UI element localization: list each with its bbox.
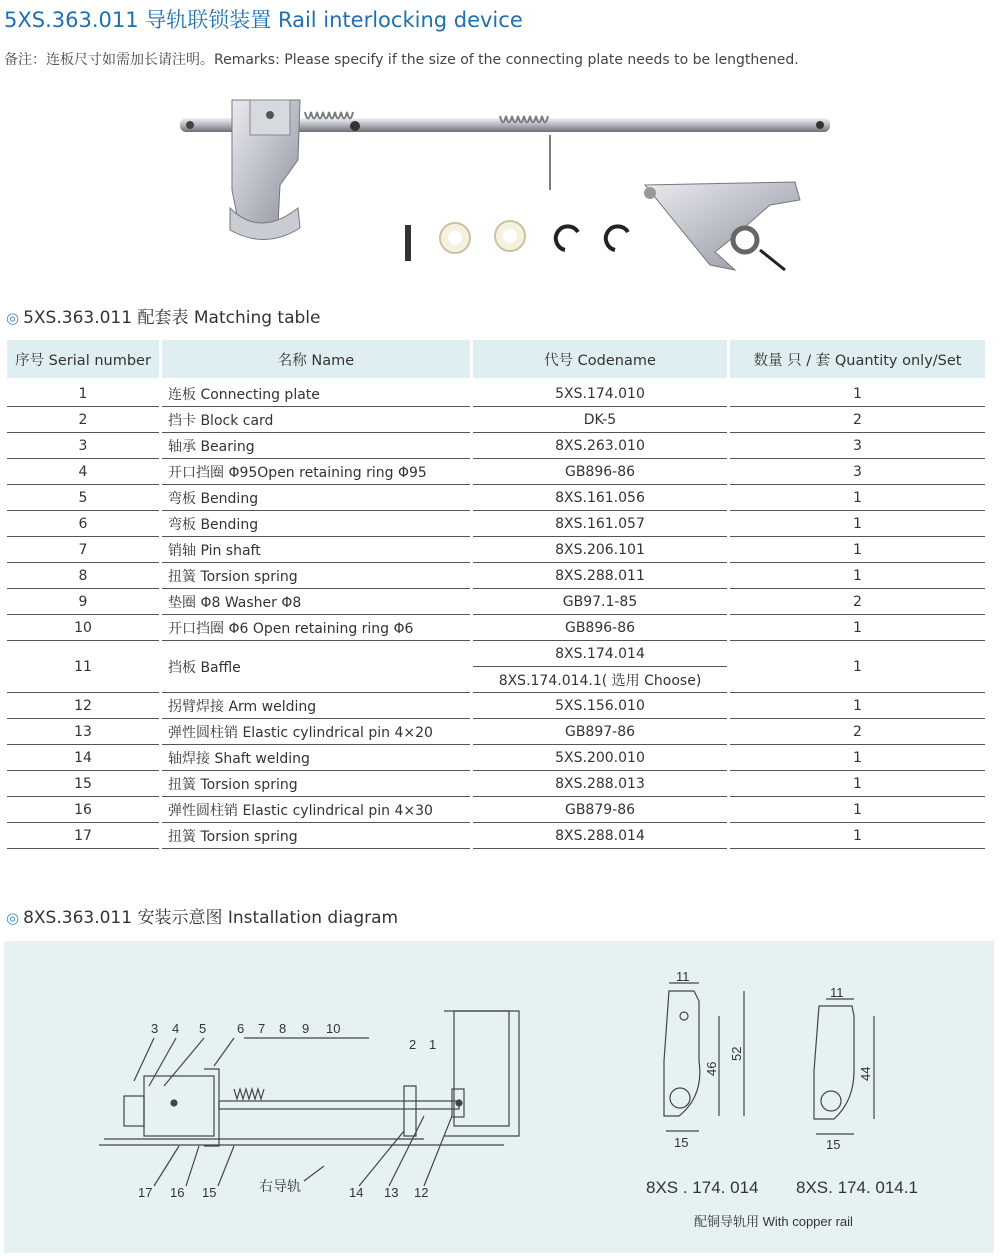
part-label: 13 xyxy=(384,1185,399,1200)
cell-qty: 1 xyxy=(730,615,985,641)
cell-serial: 17 xyxy=(7,823,159,849)
cell-code: 8XS.288.011 xyxy=(473,563,727,589)
cell-name: 开口挡圈 Φ95Open retaining ring Φ95 xyxy=(162,459,470,485)
cell-code: GB896-86 xyxy=(473,615,727,641)
cell-serial: 12 xyxy=(7,693,159,719)
table-row xyxy=(7,511,985,537)
dim-label: 11 xyxy=(676,969,690,984)
dim-label: 15 xyxy=(674,1135,689,1150)
cell-code: GB896-86 xyxy=(473,459,727,485)
col-name: 名称 Name xyxy=(162,340,470,381)
cell-code: DK-5 xyxy=(473,407,727,433)
cell-serial: 15 xyxy=(7,771,159,797)
table-row xyxy=(7,797,985,823)
dim-label: 15 xyxy=(826,1137,841,1152)
cell-serial: 13 xyxy=(7,719,159,745)
cell-qty: 1 xyxy=(730,693,985,719)
table-row xyxy=(7,459,985,485)
part-label: 12 xyxy=(414,1185,429,1200)
cell-serial: 4 xyxy=(7,459,159,485)
cell-qty: 1 xyxy=(730,823,985,849)
cell-name: 弹性圆柱销 Elastic cylindrical pin 4×30 xyxy=(162,797,470,823)
table-body xyxy=(7,381,985,849)
baffle-a-code: 8XS . 174. 014 xyxy=(646,1178,759,1197)
dim-label: 46 xyxy=(704,1061,719,1076)
part-label: 1 xyxy=(429,1037,437,1052)
cell-serial: 16 xyxy=(7,797,159,823)
matching-table-heading: ◎ 5XS.363.011 配套表 Matching table xyxy=(6,308,321,328)
remark-text: 备注：连板尺寸如需加长请注明。Remarks: Please specify if the size of the connecting plate needs to be lengthened. xyxy=(4,52,799,68)
table-row xyxy=(7,485,985,511)
cell-code: 8XS.161.056 xyxy=(473,485,727,511)
cell-name: 连板 Connecting plate xyxy=(162,381,470,407)
cell-qty: 1 xyxy=(730,641,985,693)
table-row xyxy=(7,615,985,641)
bullet-icon: ◎ xyxy=(6,909,20,927)
cell-serial: 6 xyxy=(7,511,159,537)
diagram-caption: 配铜导轨用 With copper rail xyxy=(694,1214,853,1229)
cell-qty: 1 xyxy=(730,511,985,537)
table-row xyxy=(7,745,985,771)
cell-code: 8XS.206.101 xyxy=(473,537,727,563)
col-code: 代号 Codename xyxy=(473,340,727,381)
cell-serial: 14 xyxy=(7,745,159,771)
cell-qty: 2 xyxy=(730,719,985,745)
part-label: 17 xyxy=(138,1185,153,1200)
cell-code: 8XS.263.010 xyxy=(473,433,727,459)
cell-name: 销轴 Pin shaft xyxy=(162,537,470,563)
cell-name: 扭簧 Torsion spring xyxy=(162,823,470,849)
cell-code: 8XS.174.014.1( 选用 Choose) xyxy=(473,667,727,693)
cell-serial: 8 xyxy=(7,563,159,589)
cell-name: 扭簧 Torsion spring xyxy=(162,563,470,589)
product-photo xyxy=(170,90,850,280)
col-qty: 数量 只 / 套 Quantity only/Set xyxy=(730,340,985,381)
part-label: 15 xyxy=(202,1185,217,1200)
part-label: 3 xyxy=(151,1021,159,1036)
dim-label: 11 xyxy=(830,985,844,1000)
cell-code: GB97.1-85 xyxy=(473,589,727,615)
part-label: 10 xyxy=(326,1021,341,1036)
cell-qty: 1 xyxy=(730,797,985,823)
cell-name: 轴焊接 Shaft welding xyxy=(162,745,470,771)
cell-name: 挡卡 Block card xyxy=(162,407,470,433)
col-serial: 序号 Serial number xyxy=(7,340,159,381)
cell-code: 8XS.161.057 xyxy=(473,511,727,537)
table-row xyxy=(7,719,985,745)
dim-label: 52 xyxy=(729,1046,744,1061)
table-row xyxy=(7,589,985,615)
table-row xyxy=(7,771,985,797)
baffle-b-code: 8XS. 174. 014.1 xyxy=(796,1178,918,1197)
part-label: 5 xyxy=(199,1021,207,1036)
part-label: 6 xyxy=(237,1021,245,1036)
cell-name: 弯板 Bending xyxy=(162,511,470,537)
cell-name: 扭簧 Torsion spring xyxy=(162,771,470,797)
matching-table xyxy=(4,340,988,849)
part-label: 7 xyxy=(258,1021,266,1036)
cell-qty: 1 xyxy=(730,745,985,771)
cell-code: 5XS.200.010 xyxy=(473,745,727,771)
dim-label: 44 xyxy=(858,1066,873,1081)
cell-code: 5XS.174.010 xyxy=(473,381,727,407)
cell-qty: 1 xyxy=(730,381,985,407)
cell-qty: 2 xyxy=(730,407,985,433)
cell-code: 8XS.288.013 xyxy=(473,771,727,797)
cell-code: GB897-86 xyxy=(473,719,727,745)
installation-drawing xyxy=(4,941,994,1253)
cell-qty: 3 xyxy=(730,433,985,459)
cell-name: 轴承 Bearing xyxy=(162,433,470,459)
part-label: 16 xyxy=(170,1185,185,1200)
table-row xyxy=(7,407,985,433)
cell-serial: 5 xyxy=(7,485,159,511)
cell-name: 垫圈 Φ8 Washer Φ8 xyxy=(162,589,470,615)
cell-code: 5XS.156.010 xyxy=(473,693,727,719)
cell-code: 8XS.288.014 xyxy=(473,823,727,849)
cell-serial: 7 xyxy=(7,537,159,563)
cell-serial: 9 xyxy=(7,589,159,615)
cell-qty: 3 xyxy=(730,459,985,485)
cell-name: 开口挡圈 Φ6 Open retaining ring Φ6 xyxy=(162,615,470,641)
part-label: 4 xyxy=(172,1021,180,1036)
cell-qty: 1 xyxy=(730,771,985,797)
cell-serial: 11 xyxy=(7,641,159,693)
cell-serial: 2 xyxy=(7,407,159,433)
rail-label: 右导轨 xyxy=(259,1178,301,1194)
cell-code: GB879-86 xyxy=(473,797,727,823)
cell-code: 8XS.174.014 xyxy=(473,641,727,667)
cell-qty: 1 xyxy=(730,537,985,563)
table-row xyxy=(7,693,985,719)
table-row xyxy=(7,433,985,459)
cell-serial: 10 xyxy=(7,615,159,641)
page-title: 5XS.363.011 导轨联锁装置 Rail interlocking device xyxy=(4,8,523,32)
table-row xyxy=(7,641,985,667)
part-label: 14 xyxy=(349,1185,364,1200)
cell-name: 挡板 Baffle xyxy=(162,641,470,693)
cell-serial: 1 xyxy=(7,381,159,407)
cell-name: 弹性圆柱销 Elastic cylindrical pin 4×20 xyxy=(162,719,470,745)
cell-name: 弯板 Bending xyxy=(162,485,470,511)
table-row xyxy=(7,563,985,589)
cell-qty: 2 xyxy=(730,589,985,615)
part-label: 8 xyxy=(279,1021,287,1036)
installation-diagram xyxy=(4,941,994,1253)
part-label: 9 xyxy=(302,1021,310,1036)
installation-heading: ◎ 8XS.363.011 安装示意图 Installation diagram xyxy=(6,908,399,928)
cell-qty: 1 xyxy=(730,563,985,589)
part-label: 2 xyxy=(409,1037,417,1052)
table-row xyxy=(7,537,985,563)
table-row xyxy=(7,381,985,407)
cell-name: 拐臂焊接 Arm welding xyxy=(162,693,470,719)
cell-serial: 3 xyxy=(7,433,159,459)
bullet-icon: ◎ xyxy=(6,309,20,327)
cell-qty: 1 xyxy=(730,485,985,511)
table-row xyxy=(7,823,985,849)
